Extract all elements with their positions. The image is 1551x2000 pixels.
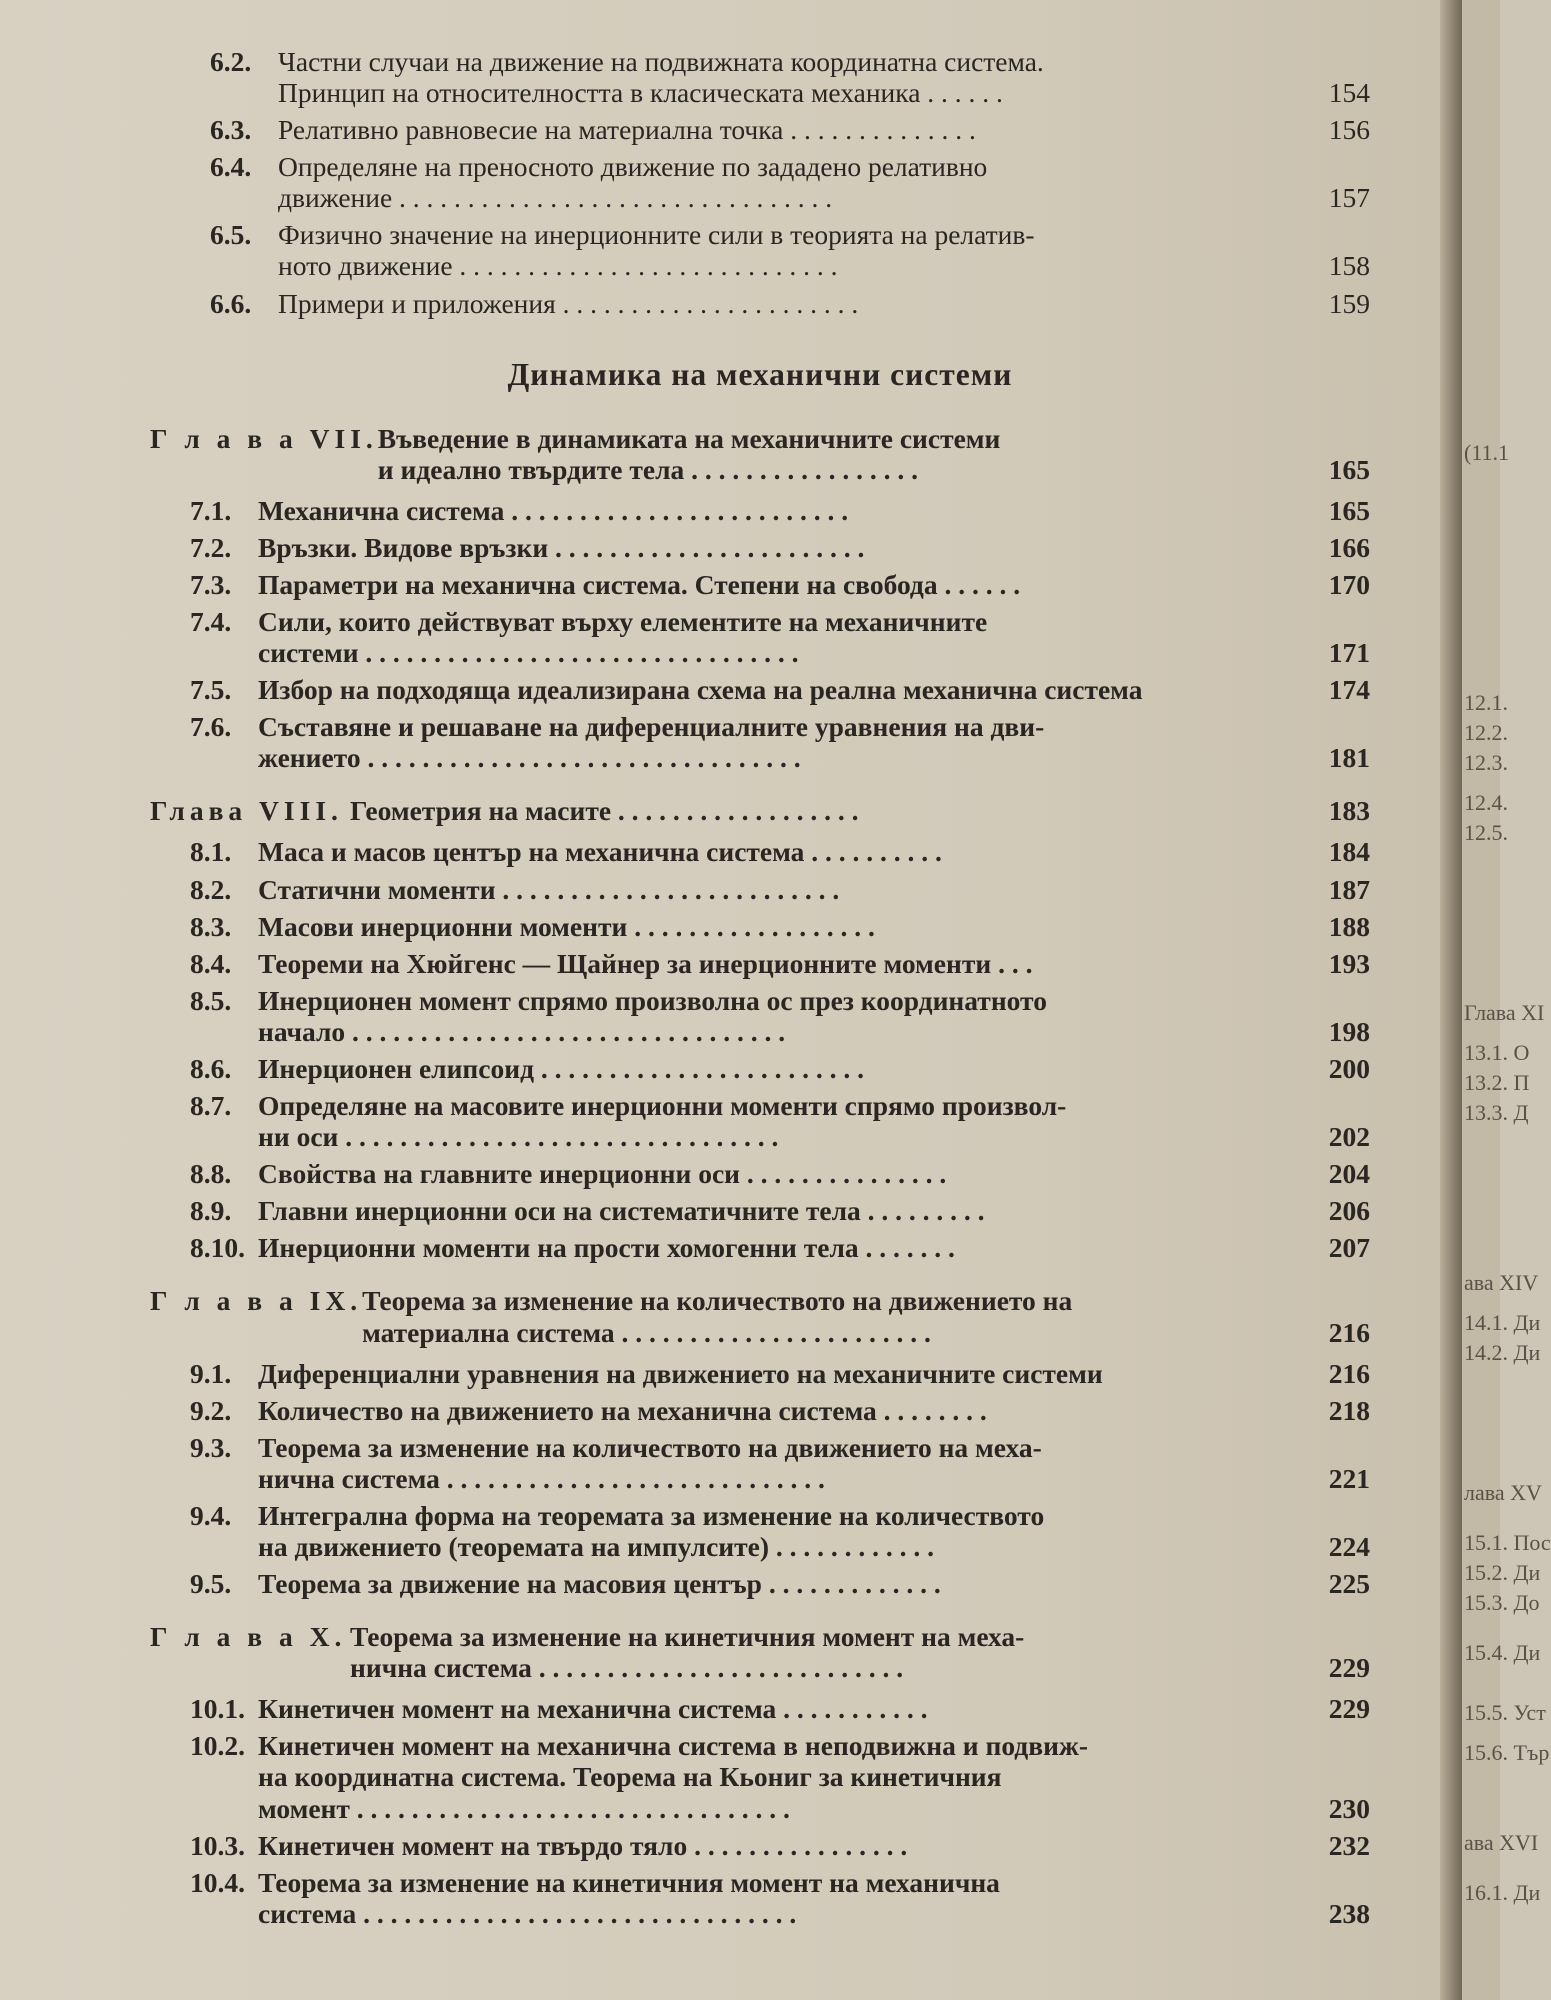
- entry-number: 8.1.: [190, 836, 232, 868]
- entry-number: 8.7.: [190, 1090, 232, 1122]
- entry-page: 154: [1328, 77, 1370, 109]
- entry-number: 7.1.: [190, 494, 232, 526]
- entry-text: Сили, които действуват върху елементите на механичните: [258, 606, 988, 638]
- entry-number: 6.2.: [210, 46, 252, 77]
- entry-title: [258, 1158, 1370, 1189]
- entry-title: [258, 836, 1370, 867]
- toc-entry: [150, 836, 1370, 867]
- entry-line: [258, 1898, 1370, 1929]
- chapter-page: 229: [1328, 1652, 1370, 1684]
- chapter-line: [350, 795, 1370, 826]
- adjacent-page-text: 13.1. О: [1464, 1040, 1530, 1065]
- toc-entry: [150, 1395, 1370, 1426]
- entry-number: 8.5.: [190, 984, 232, 1016]
- adjacent-page-text: 15.4. Ди: [1464, 1640, 1541, 1665]
- entry-line: [258, 495, 1370, 526]
- chapter-text: Геометрия на масите . . . . . . . . . . . . . . . . . .: [350, 795, 859, 827]
- chapter-text: материална система . . . . . . . . . . . . . . . . . . . . . . .: [362, 1316, 931, 1348]
- toc-entry: [150, 532, 1370, 563]
- entry-title: [278, 219, 1370, 281]
- entry-line: [258, 1531, 1370, 1562]
- entry-text: Частни случаи на движение на подвижната координатна система.: [278, 46, 1044, 77]
- toc-entry: [150, 219, 1370, 281]
- entry-number: 8.9.: [190, 1195, 232, 1227]
- entry-page: 230: [1328, 1792, 1370, 1824]
- entry-line: [258, 1158, 1370, 1189]
- section-heading: Динамика на механични системи: [507, 356, 1013, 392]
- entry-text: Главни инерционни оси на систематичните тела . . . . . . . . .: [258, 1195, 985, 1227]
- entry-title: [258, 1232, 1370, 1263]
- entry-text: Маса и масов център на механична система . . . . . . . . . .: [258, 836, 942, 868]
- entry-title: [258, 1090, 1370, 1152]
- toc-entry: [150, 1090, 1370, 1152]
- chapter-label: Г л а в а VII.: [150, 422, 378, 454]
- entry-text: начало . . . . . . . . . . . . . . . . . . . . . . . . . . . . . . . .: [258, 1015, 786, 1047]
- entry-line: [258, 711, 1370, 742]
- entry-line: [258, 1121, 1370, 1152]
- entry-title: [258, 1830, 1370, 1861]
- entry-number: 8.6.: [190, 1052, 232, 1084]
- entry-text: Съставяне и решаване на диференциалните уравнения на дви-: [258, 711, 1045, 743]
- entry-line: [278, 46, 1370, 77]
- entry-line: [258, 1761, 1370, 1792]
- entry-number: 10.3.: [190, 1829, 245, 1861]
- entry-text: Диференциални уравнения на движението на механичните системи: [258, 1357, 1103, 1389]
- adjacent-page-fragment: [1462, 0, 1551, 2000]
- entry-text: жението . . . . . . . . . . . . . . . . . . . . . . . . . . . . . . . .: [258, 742, 801, 774]
- entry-line: [258, 606, 1370, 637]
- adjacent-page-text: 12.2.: [1464, 720, 1508, 745]
- toc-entry: [150, 46, 1370, 108]
- chapter-entries: [150, 836, 1370, 1263]
- entry-line: [258, 1358, 1370, 1389]
- chapter-text: Теорема за изменение на количеството на движението на: [362, 1285, 1073, 1317]
- entry-text: ното движение . . . . . . . . . . . . . . . . . . . . . . . . . . . .: [278, 250, 838, 282]
- entry-page: 174: [1328, 674, 1370, 706]
- entry-title: [258, 711, 1370, 773]
- entry-text: нична система . . . . . . . . . . . . . . . . . . . . . . . . . . . .: [258, 1462, 825, 1494]
- entry-page: 184: [1328, 836, 1370, 868]
- entry-title: [258, 985, 1370, 1047]
- chapter-label: Глава VIII.: [150, 795, 343, 827]
- entry-line: [258, 674, 1370, 705]
- chapter-header: [150, 1621, 1370, 1683]
- entry-page: 156: [1328, 114, 1370, 146]
- entry-number: 7.5.: [190, 674, 232, 706]
- chapter-viii: [150, 795, 1370, 1263]
- entry-page: 171: [1328, 637, 1370, 669]
- entry-title: [258, 911, 1370, 942]
- entry-text: Определяне на преносното движение по зададено релативно: [278, 151, 988, 183]
- book-gutter: [1440, 0, 1462, 2000]
- entry-page: 225: [1328, 1568, 1370, 1600]
- entry-page: 188: [1328, 910, 1370, 942]
- entry-number: 8.2.: [190, 873, 232, 905]
- entry-page: 206: [1328, 1195, 1370, 1227]
- entry-text: Кинетичен момент на механична система . . . . . . . . . . .: [258, 1693, 928, 1725]
- chapter-label: Г л а в а IX.: [150, 1285, 363, 1317]
- chapter-header: [150, 795, 1370, 826]
- entry-page: 159: [1328, 287, 1370, 319]
- toc-entry: [150, 1867, 1370, 1929]
- entry-line: [278, 77, 1370, 108]
- chapter-page: 165: [1328, 453, 1370, 485]
- entry-number: 8.4.: [190, 947, 232, 979]
- entry-title: [258, 1500, 1370, 1562]
- chapter-text: Въведение в динамиката на механичните системи: [377, 422, 1001, 454]
- entry-line: [258, 1693, 1370, 1724]
- chapter-x: [150, 1621, 1370, 1929]
- entry-text: Инерционен елипсоид . . . . . . . . . . . . . . . . . . . . . . . .: [258, 1052, 864, 1084]
- chapter-entries: [150, 1358, 1370, 1600]
- chapter-entries: [150, 1693, 1370, 1929]
- entry-page: 224: [1328, 1530, 1370, 1562]
- chapter-line: [350, 1652, 1370, 1683]
- entry-number: 6.4.: [210, 151, 252, 183]
- entry-text: Параметри на механична система. Степени на свобода . . . . . .: [258, 568, 1021, 600]
- entry-line: [258, 1500, 1370, 1531]
- entry-page: 166: [1328, 531, 1370, 563]
- entry-title: [258, 569, 1370, 600]
- chapter-line: [378, 423, 1370, 454]
- table-of-contents: [150, 40, 1370, 1929]
- entry-line: [258, 1568, 1370, 1599]
- adjacent-page-text: 12.5.: [1464, 820, 1508, 845]
- adjacent-page-text: 15.6. Тър: [1464, 1740, 1550, 1765]
- entry-line: [258, 1053, 1370, 1084]
- toc-entry: [150, 674, 1370, 705]
- entry-line: [278, 288, 1370, 319]
- adjacent-page-text: 12.1.: [1464, 690, 1508, 715]
- entry-number: 10.4.: [190, 1866, 245, 1898]
- entry-page: 229: [1328, 1693, 1370, 1725]
- entry-title: [258, 1195, 1370, 1226]
- entry-page: 204: [1328, 1158, 1370, 1190]
- entry-title: [258, 606, 1370, 668]
- entry-number: 9.2.: [190, 1394, 232, 1426]
- entry-line: [278, 114, 1370, 145]
- chapter-label: Г л а в а X.: [150, 1621, 347, 1653]
- toc-entry: [150, 1500, 1370, 1562]
- toc-entry: [150, 606, 1370, 668]
- entry-page: 198: [1328, 1015, 1370, 1047]
- toc-entry: [150, 1195, 1370, 1226]
- entry-text: Физично значение на инерционните сили в теорията на релатив-: [278, 219, 1035, 251]
- toc-entry: [150, 1358, 1370, 1389]
- entry-page: 207: [1328, 1232, 1370, 1264]
- entry-line: [258, 874, 1370, 905]
- toc-entry: [150, 911, 1370, 942]
- entry-text: Кинетичен момент на твърдо тяло . . . . . . . . . . . . . . . .: [258, 1829, 908, 1861]
- entry-line: [258, 1830, 1370, 1861]
- entry-title: [258, 1568, 1370, 1599]
- entry-number: 6.5.: [210, 219, 252, 251]
- entry-text: системи . . . . . . . . . . . . . . . . . . . . . . . . . . . . . . . .: [258, 637, 799, 669]
- entry-text: ни оси . . . . . . . . . . . . . . . . . . . . . . . . . . . . . . . .: [258, 1121, 779, 1153]
- adjacent-page-text: Глава ХI: [1464, 1000, 1545, 1025]
- entry-title: [258, 1053, 1370, 1084]
- entry-title: [278, 288, 1370, 319]
- chapter-vii: [150, 423, 1370, 774]
- entry-title: [258, 532, 1370, 563]
- entry-line: [258, 948, 1370, 979]
- chapter-header: [150, 1285, 1370, 1347]
- chapter-text: Теорема за изменение на кинетичния момент на меха-: [350, 1621, 1025, 1653]
- entry-title: [258, 1395, 1370, 1426]
- entry-text: на движението (теоремата на импулсите) . . . . . . . . . . . .: [258, 1530, 935, 1562]
- chapter-entries: [150, 495, 1370, 774]
- toc-entry: [150, 1568, 1370, 1599]
- entry-text: Статични моменти . . . . . . . . . . . . . . . . . . . . . . . . .: [258, 873, 840, 905]
- entry-line: [258, 1730, 1370, 1761]
- chapter-text: нична система . . . . . . . . . . . . . . . . . . . . . . . . . . .: [350, 1652, 904, 1684]
- entry-number: 8.3.: [190, 910, 232, 942]
- entry-title: [258, 1867, 1370, 1929]
- entry-line: [278, 151, 1370, 182]
- entry-number: 6.6.: [210, 287, 252, 319]
- entry-page: 157: [1328, 182, 1370, 214]
- entry-text: Масови инерционни моменти . . . . . . . . . . . . . . . . . .: [258, 910, 875, 942]
- adjacent-page-text: 15.3. До: [1464, 1590, 1540, 1615]
- toc-entry: [150, 1432, 1370, 1494]
- entry-title: [278, 151, 1370, 213]
- entry-text: Избор на подходяща идеализирана схема на реална механична система: [258, 674, 1143, 706]
- chapter-title: [350, 1621, 1370, 1683]
- toc-entry: [150, 495, 1370, 526]
- entry-page: 187: [1328, 873, 1370, 905]
- entry-page: 232: [1328, 1829, 1370, 1861]
- adjacent-page-text: 14.1. Ди: [1464, 1310, 1541, 1335]
- entry-line: [258, 532, 1370, 563]
- toc-entry: [150, 711, 1370, 773]
- adjacent-page-text: 15.5. Уст: [1464, 1700, 1546, 1725]
- entry-text: Принцип на относителността в класическата механика . . . . . .: [278, 77, 1003, 109]
- entry-title: [278, 114, 1370, 145]
- adjacent-page-text: ава XIV: [1464, 1270, 1539, 1295]
- entry-title: [258, 1730, 1370, 1823]
- entry-line: [258, 1232, 1370, 1263]
- adjacent-page-text: 12.4.: [1464, 790, 1508, 815]
- chapter-text: и идеално твърдите тела . . . . . . . . . . . . . . . . .: [377, 453, 918, 485]
- entry-text: система . . . . . . . . . . . . . . . . . . . . . . . . . . . . . . . .: [258, 1897, 797, 1929]
- entry-page: 158: [1328, 250, 1370, 282]
- entry-title: [258, 674, 1370, 705]
- adjacent-page-text: ава XVI: [1464, 1830, 1539, 1855]
- toc-entry: [150, 985, 1370, 1047]
- entry-line: [278, 250, 1370, 281]
- toc-entry: [150, 1158, 1370, 1189]
- entry-text: Свойства на главните инерционни оси . . . . . . . . . . . . . . .: [258, 1158, 947, 1190]
- entry-text: Количество на движението на механична система . . . . . . . .: [258, 1394, 987, 1426]
- entry-title: [258, 1358, 1370, 1389]
- entry-text: Кинетичен момент на механична система в неподвижна и подвиж-: [258, 1730, 1089, 1762]
- chapter-title: [378, 423, 1370, 485]
- entry-line: [258, 1867, 1370, 1898]
- entry-text: Теорема за изменение на кинетичния момент на механична: [258, 1866, 1000, 1898]
- adjacent-page-text: 14.2. Ди: [1464, 1340, 1541, 1365]
- entry-text: Определяне на масовите инерционни моменти спрямо произвол-: [258, 1090, 1067, 1122]
- entry-number: 7.6.: [190, 711, 232, 743]
- toc-entry: [150, 1730, 1370, 1823]
- entry-page: 193: [1328, 947, 1370, 979]
- entry-number: 9.1.: [190, 1357, 232, 1389]
- entry-title: [258, 874, 1370, 905]
- chapter-header: [150, 423, 1370, 485]
- entry-title: [258, 1693, 1370, 1724]
- entry-number: 10.2.: [190, 1730, 245, 1762]
- entry-line: [258, 911, 1370, 942]
- toc-entry: [150, 874, 1370, 905]
- toc-entry: [150, 114, 1370, 145]
- entry-page: 218: [1328, 1394, 1370, 1426]
- entry-text: на координатна система. Теорема на Кьониг за кинетичния: [258, 1761, 1002, 1793]
- entry-number: 9.4.: [190, 1499, 232, 1531]
- adjacent-page-text: лава XV: [1464, 1480, 1542, 1505]
- entry-line: [278, 182, 1370, 213]
- entry-number: 6.3.: [210, 114, 252, 146]
- toc-entry: [150, 288, 1370, 319]
- entry-line: [258, 569, 1370, 600]
- entry-page: 181: [1328, 742, 1370, 774]
- toc-entry: [150, 1693, 1370, 1724]
- entry-title: [258, 495, 1370, 526]
- adjacent-page-text: 15.2. Ди: [1464, 1560, 1541, 1585]
- entry-text: Механична система . . . . . . . . . . . . . . . . . . . . . . . . .: [258, 494, 849, 526]
- entry-text: момент . . . . . . . . . . . . . . . . . . . . . . . . . . . . . . . .: [258, 1792, 790, 1824]
- entry-line: [278, 219, 1370, 250]
- entry-page: 170: [1328, 568, 1370, 600]
- toc-entry: [150, 948, 1370, 979]
- adjacent-page-text: 13.2. П: [1464, 1070, 1530, 1095]
- chapter-line: [350, 1621, 1370, 1652]
- entry-line: [258, 1090, 1370, 1121]
- entry-text: Теореми на Хюйгенс — Щайнер за инерционните моменти . . .: [258, 947, 1033, 979]
- entry-number: 9.5.: [190, 1568, 232, 1600]
- entry-text: Теорема за движение на масовия център . . . . . . . . . . . . .: [258, 1568, 941, 1600]
- entry-text: Примери и приложения . . . . . . . . . . . . . . . . . . . . . .: [278, 287, 859, 319]
- entry-line: [258, 836, 1370, 867]
- entry-text: Инерционни моменти на прости хомогенни тела . . . . . . .: [258, 1232, 955, 1264]
- entry-text: Интегрална форма на теоремата за изменение на количеството: [258, 1499, 1045, 1531]
- entry-title: [278, 46, 1370, 108]
- entry-number: 7.4.: [190, 606, 232, 638]
- adjacent-page-text: 12.3.: [1464, 750, 1508, 775]
- entry-page: 238: [1328, 1897, 1370, 1929]
- entry-line: [258, 637, 1370, 668]
- entry-line: [258, 1016, 1370, 1047]
- toc-entry: [150, 1232, 1370, 1263]
- entry-number: 7.3.: [190, 568, 232, 600]
- chapter-line: [362, 1317, 1370, 1348]
- adjacent-page-text: (11.1: [1464, 440, 1510, 465]
- chapter-line: [362, 1285, 1370, 1316]
- adjacent-page-text: 13.3. Д: [1464, 1100, 1529, 1125]
- entry-number: 10.1.: [190, 1693, 245, 1725]
- chapter-page: 183: [1328, 795, 1370, 827]
- toc-entry: [150, 151, 1370, 213]
- entry-text: Връзки. Видове връзки . . . . . . . . . . . . . . . . . . . . . . .: [258, 531, 865, 563]
- chapter-title: [362, 1285, 1370, 1347]
- entry-line: [258, 985, 1370, 1016]
- entry-number: 9.3.: [190, 1431, 232, 1463]
- entry-number: 8.8.: [190, 1158, 232, 1190]
- entry-line: [258, 1195, 1370, 1226]
- entry-line: [258, 1432, 1370, 1463]
- entry-page: 221: [1328, 1462, 1370, 1494]
- toc-entry: [150, 1830, 1370, 1861]
- chapter-ix: [150, 1285, 1370, 1599]
- entry-line: [258, 1463, 1370, 1494]
- entry-line: [258, 1793, 1370, 1824]
- entry-text: движение . . . . . . . . . . . . . . . . . . . . . . . . . . . . . . . .: [278, 182, 833, 214]
- entry-line: [258, 1395, 1370, 1426]
- entry-page: 202: [1328, 1121, 1370, 1153]
- chapter-title: [350, 795, 1370, 826]
- adjacent-page-text: 15.1. Пос: [1464, 1530, 1551, 1555]
- entry-title: [258, 1432, 1370, 1494]
- adjacent-page-text: 16.1. Ди: [1464, 1880, 1541, 1905]
- entry-title: [258, 948, 1370, 979]
- entry-number: 8.10.: [190, 1232, 245, 1264]
- entry-text: Релативно равновесие на материална точка . . . . . . . . . . . . . .: [278, 114, 976, 146]
- chapter-page: 216: [1328, 1316, 1370, 1348]
- entry-line: [258, 742, 1370, 773]
- entry-page: 200: [1328, 1052, 1370, 1084]
- toc-entry: [150, 569, 1370, 600]
- entry-text: Инерционен момент спрямо произволна ос през координатното: [258, 984, 1047, 1016]
- entry-page: 165: [1328, 494, 1370, 526]
- chapter-line: [378, 454, 1370, 485]
- entry-number: 7.2.: [190, 531, 232, 563]
- entry-text: Теорема за изменение на количеството на движението на меха-: [258, 1431, 1042, 1463]
- toc-entry: [150, 1053, 1370, 1084]
- entry-page: 216: [1328, 1357, 1370, 1389]
